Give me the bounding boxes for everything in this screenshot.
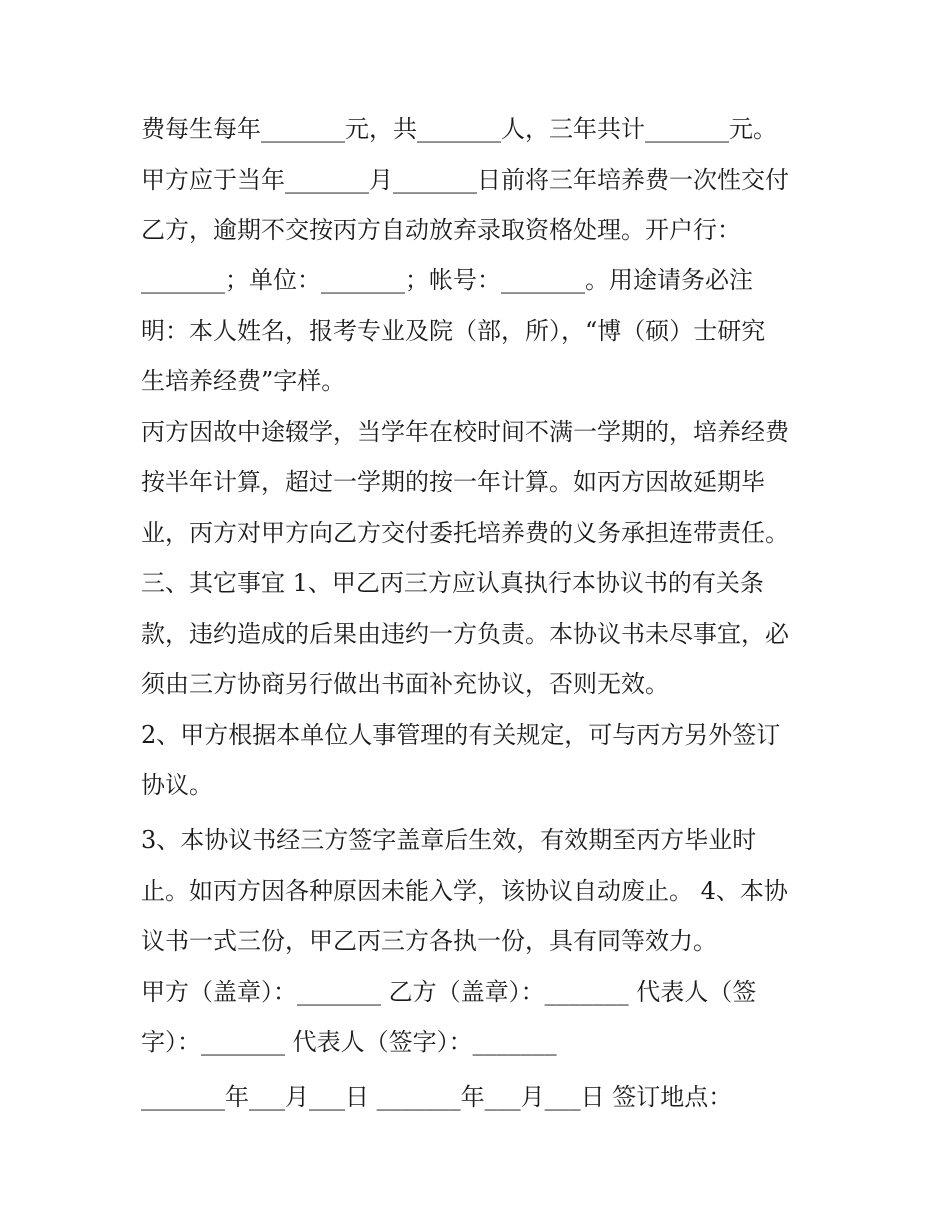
text-line: 协议。 — [141, 771, 213, 799]
text-line: 乙方，逾期不交按丙方自动放弃录取资格处理。开户行： — [141, 216, 741, 244]
text-line: 三、其它事宜 1、甲乙丙三方应认真执行本协议书的有关条 — [141, 569, 764, 597]
text-line: 须由三方协商另行做出书面补充协议，否则无效。 — [141, 670, 669, 698]
text-line: 丙方因故中途辍学，当学年在校时间不满一学期的，培养经费 — [141, 418, 789, 446]
text-line: 款，违约造成的后果由违约一方负责。本协议书未尽事宜，必 — [141, 620, 789, 648]
text-line: 议书一式三份，甲乙丙三方各执一份，具有同等效力。 — [141, 927, 717, 955]
text-line: 2、甲方根据本单位人事管理的有关规定，可与丙方另外签订 — [141, 721, 781, 749]
text-line: 明：本人姓名，报考专业及院（部，所），“博（硕）士研究 — [141, 317, 766, 345]
text-line: 生培养经费”字样。 — [141, 367, 346, 395]
text-line: 字）：_______ 代表人（签字）：_______ — [141, 1028, 557, 1056]
text-line: 止。如丙方因各种原因未能入学，该协议自动废止。 4、本协 — [141, 877, 788, 905]
text-line: 业，丙方对甲方向乙方交付委托培养费的义务承担连带责任。 — [141, 519, 789, 547]
text-line: _______年___月___日 _______年___月___日 签订地点： — [141, 1083, 733, 1111]
text-line: 甲方（盖章）：_______ 乙方（盖章）：_______ 代表人（签 — [141, 978, 757, 1006]
text-line: 甲方应于当年_______月_______日前将三年培养费一次性交付 — [141, 166, 789, 194]
text-line: 费每生每年_______元，共_______人，三年共计_______元。 — [141, 115, 777, 143]
text-line: _______；单位：_______；帐号：_______。用途请务必注 — [141, 266, 753, 294]
text-line: 3、本协议书经三方签字盖章后生效，有效期至丙方毕业时 — [141, 826, 757, 854]
text-line: 按半年计算，超过一学期的按一年计算。如丙方因故延期毕 — [141, 468, 765, 496]
